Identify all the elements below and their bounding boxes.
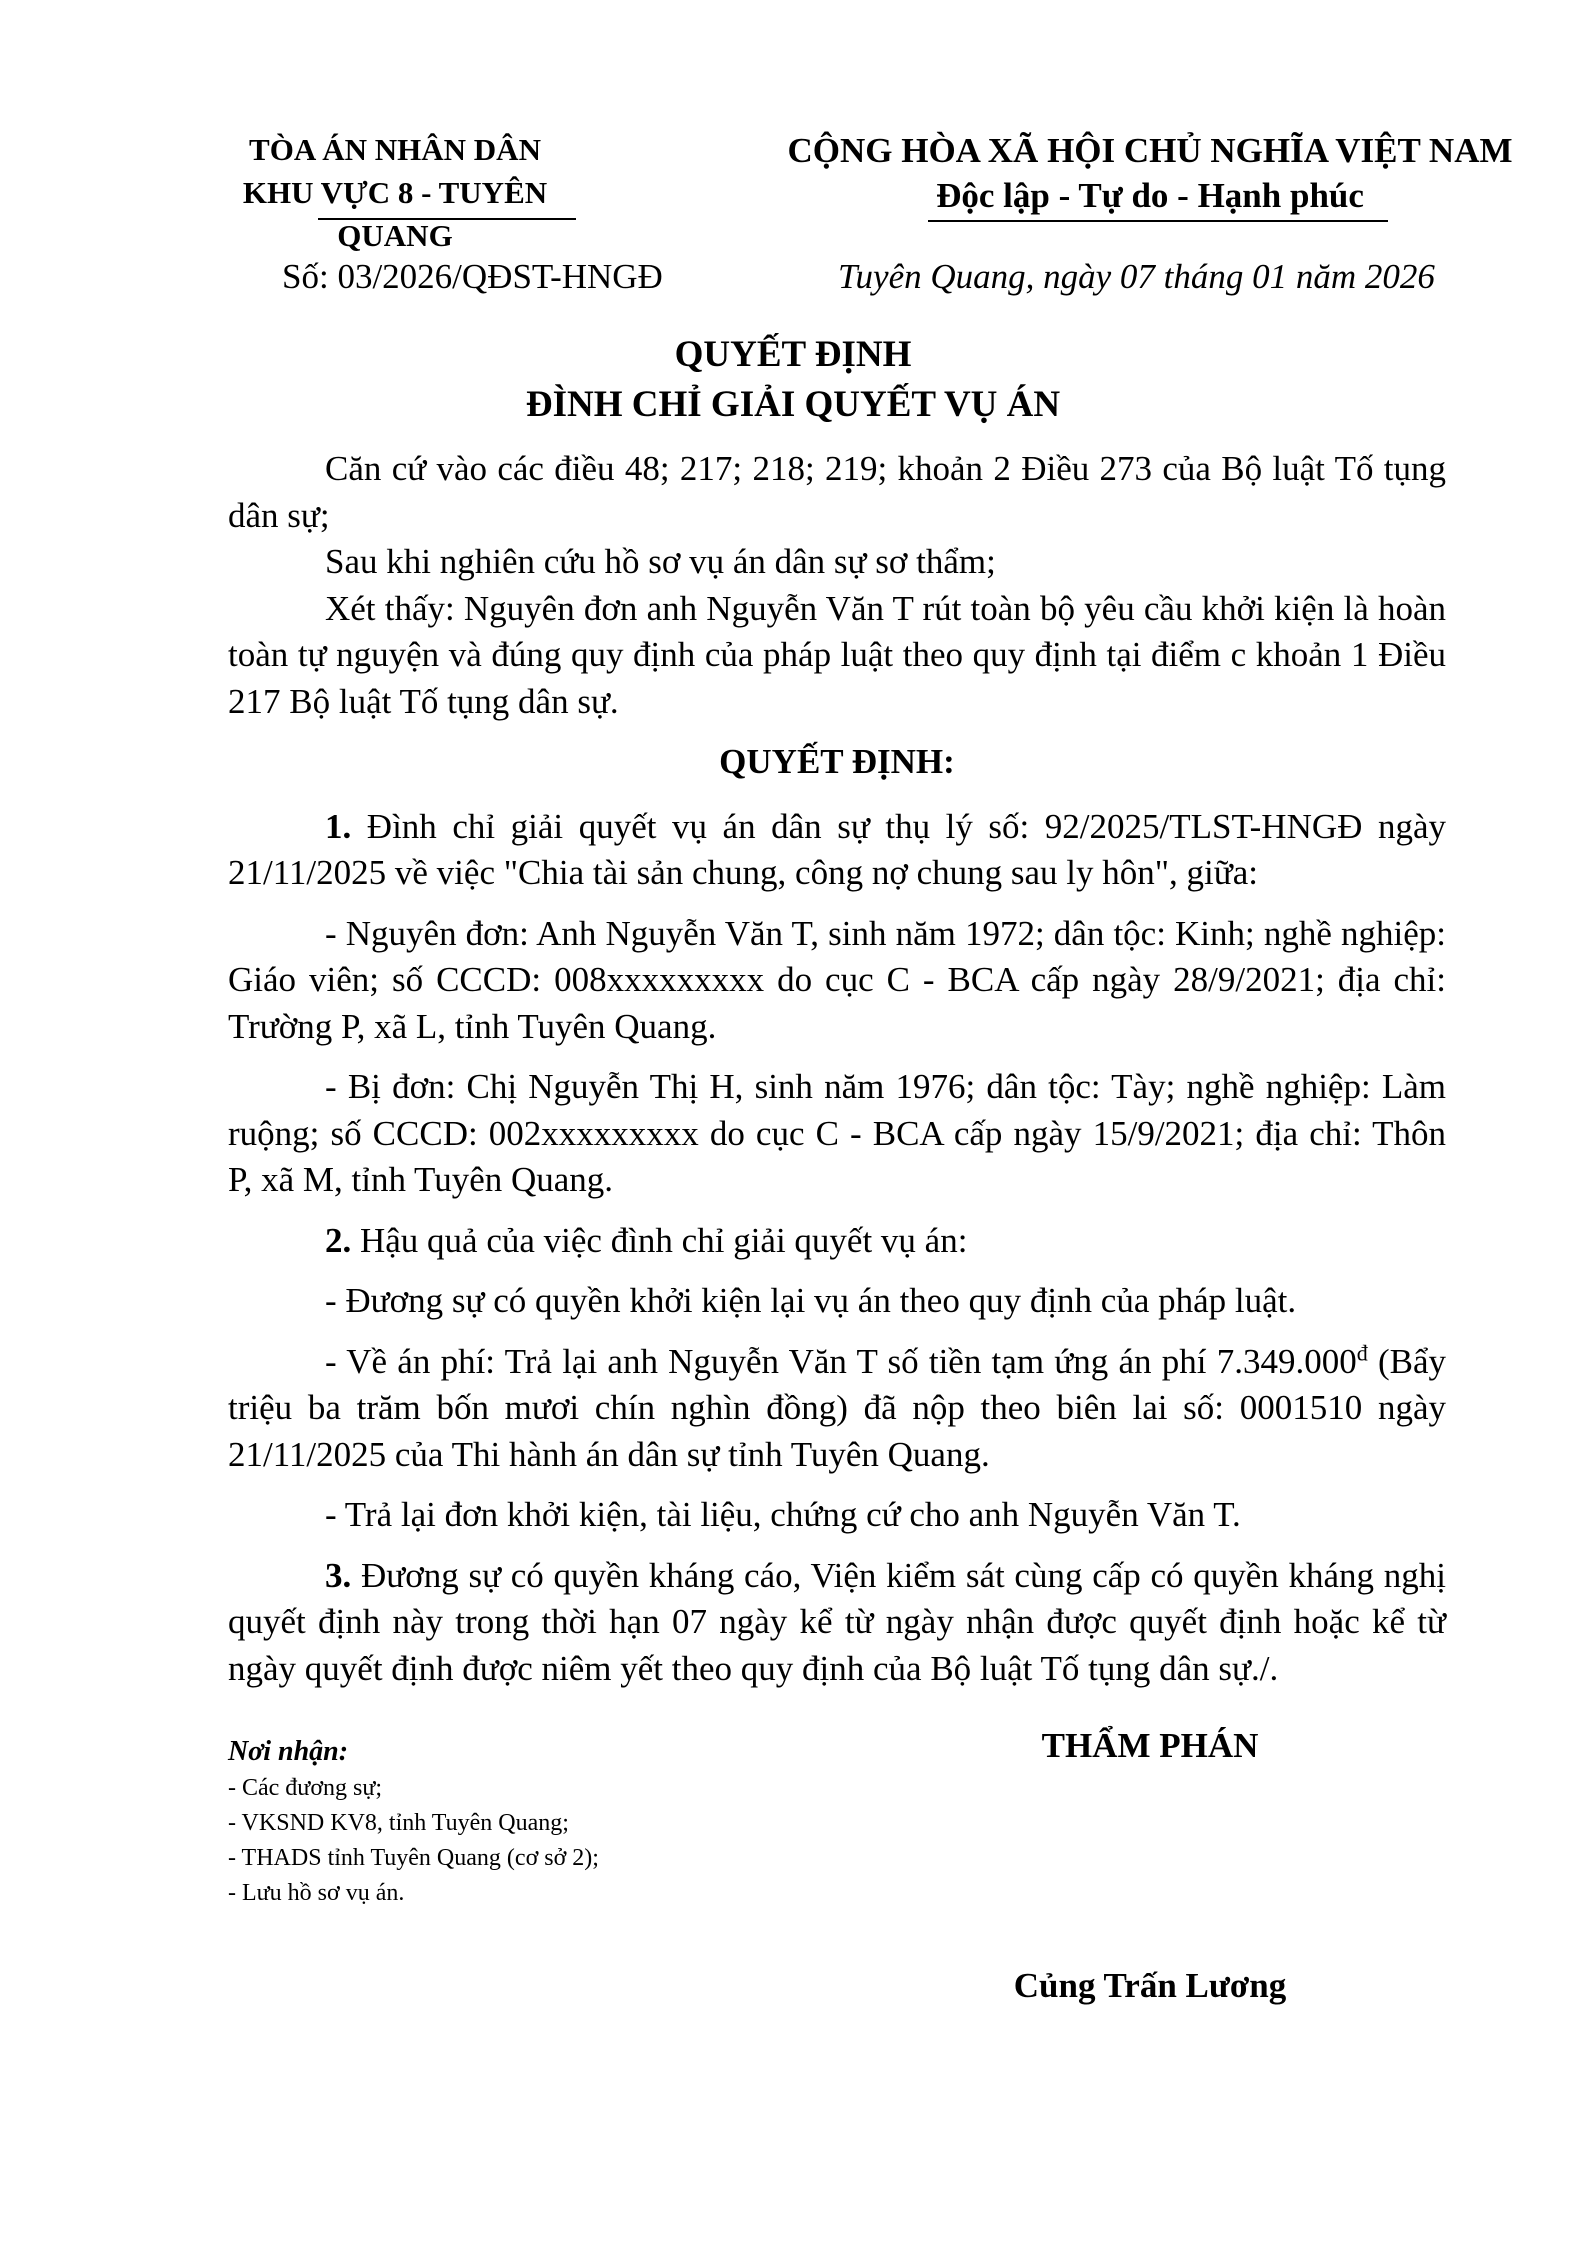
article-3	[228, 1553, 1446, 1693]
article-2-item-2	[228, 1339, 1446, 1479]
article-2-text: Hậu quả của việc đình chỉ giải quyết vụ án:	[351, 1220, 968, 1260]
article-2-number: 2.	[325, 1220, 352, 1260]
recipient-item: - Các đương sự;	[228, 1775, 383, 1801]
article-1	[228, 804, 1446, 897]
court-region: KHU VỰC 8 - TUYÊN QUANG	[242, 175, 548, 253]
court-header	[200, 128, 590, 257]
recipients-block	[228, 1733, 828, 1911]
article-2-item-1: - Đương sự có quyền khởi kiện lại vụ án theo quy định của pháp luật.	[325, 1281, 1297, 1320]
study-paragraph: Sau khi nghiên cứu hồ sơ vụ án dân sự sơ thẩm;	[325, 542, 996, 581]
plaintiff-info: - Nguyên đơn: Anh Nguyễn Văn T, sinh năm 1972; dân tộc: Kinh; nghề nghiệp: Giáo viên; số CCCD: 008xxxxxxxxx do cục C - BCA cấp ngày 28/9/2021; địa chỉ: Trường P, xã L, tỉnh Tuyên Quang.	[228, 913, 1446, 1046]
judge-title: THẨM PHÁN	[1041, 1726, 1259, 1765]
title-line-2: ĐÌNH CHỈ GIẢI QUYẾT VỤ ÁN	[525, 384, 1061, 425]
recipient-item: - THADS tỉnh Tuyên Quang (cơ sở 2);	[228, 1845, 599, 1871]
national-motto: Độc lập - Tự do - Hạnh phúc	[936, 176, 1364, 215]
judge-name: Củng Trấn Lương	[1013, 1966, 1287, 2005]
recipients-label: Nơi nhận:	[228, 1736, 349, 1767]
article-1-number: 1.	[325, 806, 352, 846]
article-2-item-3: - Trả lại đơn khởi kiện, tài liệu, chứng cứ cho anh Nguyễn Văn T.	[325, 1495, 1241, 1534]
nation-header	[780, 128, 1520, 218]
court-fee-text-cont: (Bẩy triệu ba trăm bốn mươi chín nghìn đồng) đã nộp theo biên lai số: 0001510 ngày 21/11/2025 của Thi hành án dân sự tỉnh Tuyên Quang.	[228, 1341, 1446, 1474]
currency-symbol: đ	[1356, 1339, 1368, 1365]
legal-basis-paragraph: Căn cứ vào các điều 48; 217; 218; 219; khoản 2 Điều 273 của Bộ luật Tố tụng dân sự;	[228, 449, 1446, 535]
document-body	[228, 446, 1446, 1706]
defendant-info: - Bị đơn: Chị Nguyễn Thị H, sinh năm 1976; dân tộc: Tày; nghề nghiệp: Làm ruộng; số CCCD: 002xxxxxxxxx do cục C - BCA cấp ngày 15/9/2021; địa chỉ: Thôn P, xã M, tỉnh Tuyên Quang.	[228, 1067, 1446, 1199]
article-1-text: Đình chỉ giải quyết vụ án dân sự thụ lý số: 92/2025/TLST-HNGĐ ngày 21/11/2025 về việc "Chia tài sản chung, công nợ chung sau ly hôn", giữa:	[228, 806, 1446, 892]
document-title	[0, 330, 1586, 430]
article-2	[228, 1218, 1446, 1265]
court-fee-text: - Về án phí: Trả lại anh Nguyễn Văn T số tiền tạm ứng án phí 7.349.000	[325, 1341, 1357, 1381]
court-name: TÒA ÁN NHÂN DÂN	[249, 132, 541, 167]
decision-heading: QUYẾT ĐỊNH:	[719, 742, 955, 781]
nation-name: CỘNG HÒA XÃ HỘI CHỦ NGHĨA VIỆT NAM	[787, 131, 1513, 170]
document-number: Số: 03/2026/QĐST-HNGĐ	[282, 257, 663, 296]
title-line-1: QUYẾT ĐỊNH	[674, 334, 912, 375]
document-date: Tuyên Quang, ngày 07 tháng 01 năm 2026	[838, 257, 1435, 296]
recipient-item: - VKSND KV8, tỉnh Tuyên Quang;	[228, 1810, 569, 1836]
recipient-item: - Lưu hồ sơ vụ án.	[228, 1880, 405, 1906]
article-3-text: Đương sự có quyền kháng cáo, Viện kiểm sát cùng cấp có quyền kháng nghị quyết định này trong thời hạn 07 ngày kể từ ngày nhận được quyết định hoặc kể từ ngày quyết định được niêm yết theo quy định của Bộ luật Tố tụng dân sự./.	[228, 1555, 1446, 1688]
court-header-underline	[318, 218, 576, 220]
article-3-number: 3.	[325, 1555, 352, 1595]
motto-underline	[928, 220, 1388, 222]
consideration-paragraph: Xét thấy: Nguyên đơn anh Nguyễn Văn T rút toàn bộ yêu cầu khởi kiện là hoàn toàn tự nguyện và đúng quy định của pháp luật theo quy định tại điểm c khoản 1 Điều 217 Bộ luật Tố tụng dân sự.	[228, 588, 1446, 721]
